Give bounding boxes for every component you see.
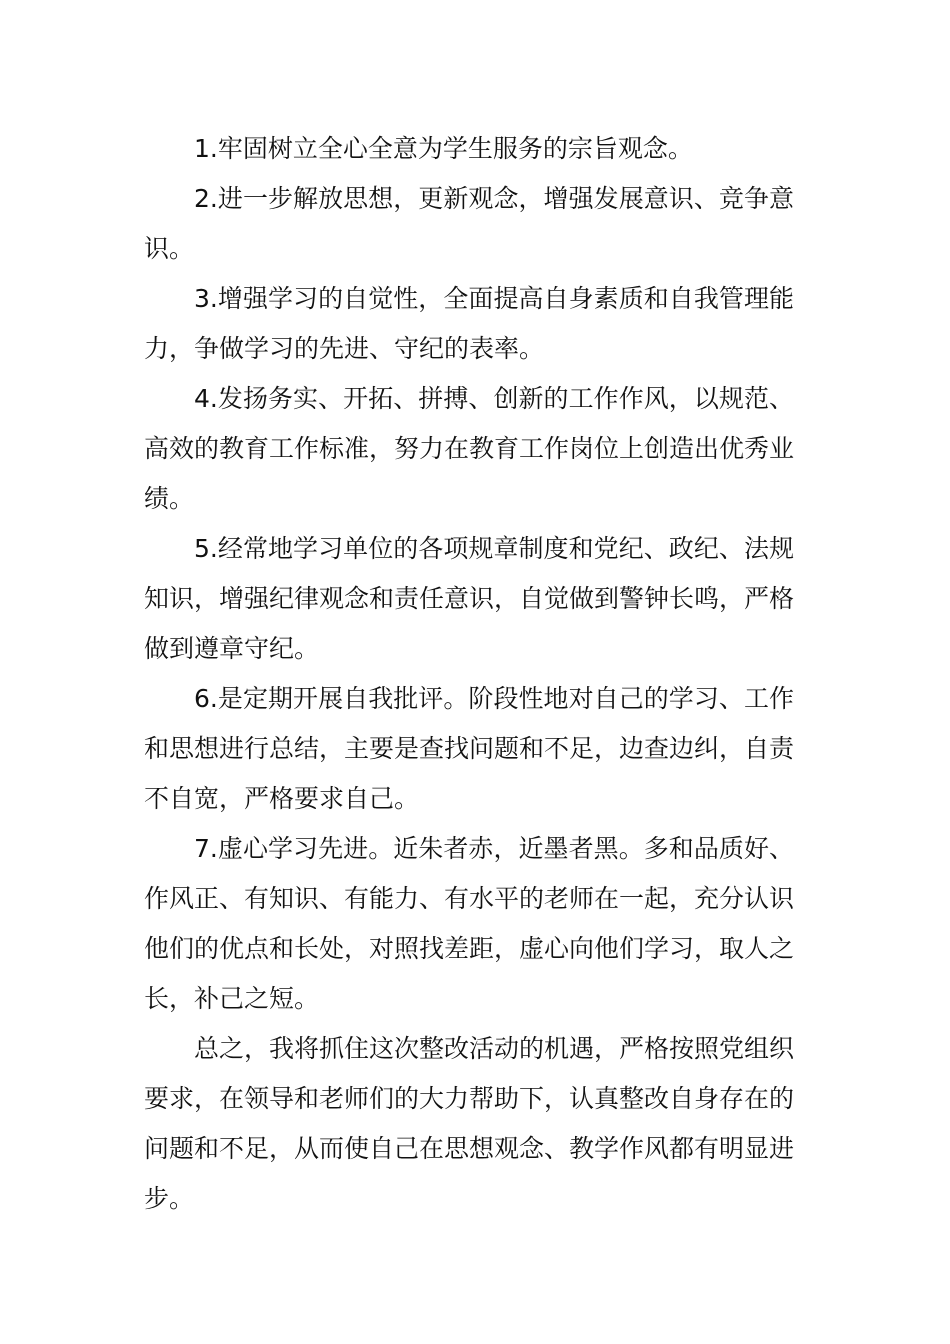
paragraph-2: 2.进一步解放思想，更新观念，增强发展意识、竞争意识。 bbox=[144, 184, 794, 263]
paragraph-6: 6.是定期开展自我批评。阶段性地对自己的学习、工作和思想进行总结，主要是查找问题和不足，边查边纠，自责不自宽，严格要求自己。 bbox=[144, 684, 795, 813]
paragraph-3: 3.增强学习的自觉性，全面提高自身素质和自我管理能力，争做学习的先进、守纪的表率。 bbox=[144, 284, 794, 363]
paragraph-5: 5.经常地学习单位的各项规章制度和党纪、政纪、法规知识，增强纪律观念和责任意识，自觉做到警钟长鸣，严格做到遵章守纪。 bbox=[144, 534, 795, 663]
paragraph-1: 1.牢固树立全心全意为学生服务的宗旨观念。 bbox=[194, 134, 693, 163]
paragraph-conclusion: 总之，我将抓住这次整改活动的机遇，严格按照党组织要求，在领导和老师们的大力帮助下，认真整改自身存在的问题和不足，从而使自己在思想观念、教学作风都有明显进步。 bbox=[144, 1034, 795, 1213]
paragraph-4: 4.发扬务实、开拓、拼搏、创新的工作作风，以规范、高效的教育工作标准，努力在教育工作岗位上创造出优秀业绩。 bbox=[144, 384, 795, 513]
paragraph-7: 7.虚心学习先进。近朱者赤，近墨者黑。多和品质好、作风正、有知识、有能力、有水平的老师在一起，充分认识他们的优点和长处，对照找差距，虚心向他们学习，取人之长，补己之短。 bbox=[144, 834, 795, 1013]
document-page bbox=[144, 124, 794, 1224]
